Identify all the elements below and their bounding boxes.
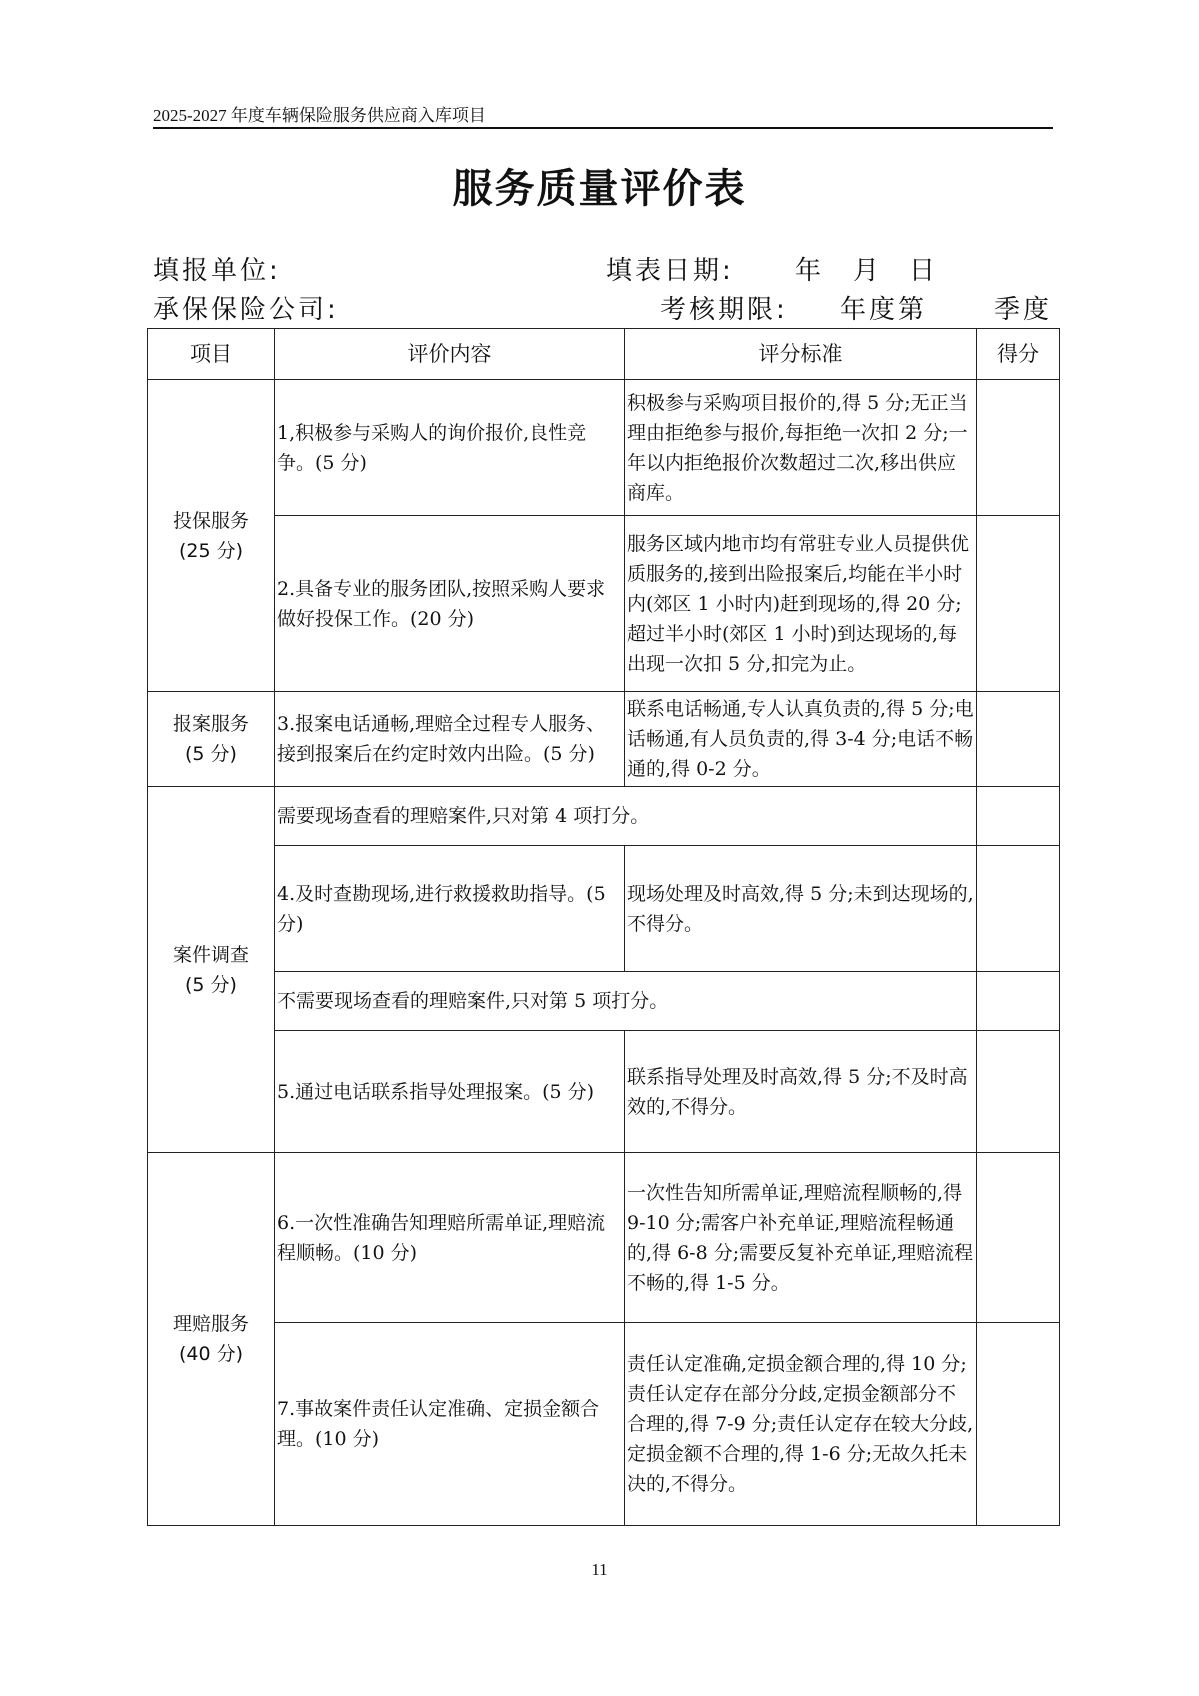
period-label: 考核期限: <box>660 295 788 325</box>
header-standard: 评分标准 <box>625 329 977 380</box>
date-year: 年 <box>795 256 825 286</box>
date-day: 日 <box>909 256 939 286</box>
period-quarter: 季度 <box>994 295 1053 325</box>
content-cell: 4.及时查勘现场,进行救援救助指导。(5 分) <box>275 846 625 972</box>
evaluation-table <box>147 328 1060 1526</box>
table-row <box>148 1323 1060 1526</box>
header-project: 项目 <box>148 329 275 380</box>
content-cell: 3.报案电话通畅,理赔全过程专人服务、接到报案后在约定时效内出险。(5 分) <box>275 692 625 787</box>
date-month: 月 <box>853 256 883 286</box>
table-row <box>148 1153 1060 1323</box>
header-rule <box>153 127 1053 129</box>
section-name: 投保服务 <box>172 509 249 532</box>
score-cell[interactable] <box>977 1153 1060 1323</box>
section-case-investigation <box>148 787 275 1153</box>
standard-cell: 现场处理及时高效,得 5 分;未到达现场的,不得分。 <box>625 846 977 972</box>
section-claims-service <box>148 1153 275 1526</box>
content-cell: 5.通过电话联系指导处理报案。(5 分) <box>275 1031 625 1153</box>
standard-cell: 联系指导处理及时高效,得 5 分;不及时高效的,不得分。 <box>625 1031 977 1153</box>
score-cell[interactable] <box>977 787 1060 846</box>
standard-cell: 责任认定准确,定损金额合理的,得 10 分;责任认定存在部分分歧,定损金额部分不合理的,得 7-9 分;责任认定存在较大分歧,定损金额不合理的,得 1-6 分;无故久托未决的,不得分。 <box>625 1323 977 1526</box>
standard-cell: 积极参与采购项目报价的,得 5 分;无正当理由拒绝参与报价,每拒绝一次扣 2 分;一年以内拒绝报价次数超过二次,移出供应商库。 <box>625 380 977 516</box>
note-cell: 需要现场查看的理赔案件,只对第 4 项打分。 <box>275 787 977 846</box>
standard-cell: 服务区域内地市均有常驻专业人员提供优质服务的,接到出险报案后,均能在半小时内(郊区 1 小时内)赶到现场的,得 20 分;超过半小时(郊区 1 小时)到达现场的,每出现一次扣 5 分,扣完为止。 <box>625 516 977 692</box>
content-cell: 2.具备专业的服务团队,按照采购人要求做好投保工作。(20 分) <box>275 516 625 692</box>
page-title: 服务质量评价表 <box>452 165 747 212</box>
content-cell: 7.事故案件责任认定准确、定损金额合理。(10 分) <box>275 1323 625 1526</box>
section-report-service <box>148 692 275 787</box>
section-name: 理赔服务 <box>172 1313 249 1335</box>
section-points: (5 分) <box>185 743 237 765</box>
page-number: 11 <box>591 1560 608 1579</box>
insurer-label: 承保保险公司: <box>153 295 339 325</box>
period-year-quarter: 年度第 <box>840 295 928 325</box>
table-row <box>148 972 1060 1031</box>
score-cell[interactable] <box>977 846 1060 972</box>
section-name: 案件调查 <box>172 943 249 966</box>
section-points: (25 分) <box>178 539 244 562</box>
table-header-row <box>148 329 1060 380</box>
score-cell[interactable] <box>977 1031 1060 1153</box>
section-points: (40 分) <box>178 1343 244 1365</box>
section-insure-service <box>148 380 275 692</box>
fill-date-label: 填表日期: <box>606 256 734 286</box>
content-cell: 6.一次性准确告知理赔所需单证,理赔流程顺畅。(10 分) <box>275 1153 625 1323</box>
section-points: (5 分) <box>185 973 237 996</box>
content-cell: 1,积极参与采购人的询价报价,良性竞争。(5 分) <box>275 380 625 516</box>
table-row <box>148 1031 1060 1153</box>
score-cell[interactable] <box>977 972 1060 1031</box>
score-cell[interactable] <box>977 1323 1060 1526</box>
table-row <box>148 516 1060 692</box>
standard-cell: 一次性告知所需单证,理赔流程顺畅的,得 9-10 分;需客户补充单证,理赔流程畅通的,得 6-8 分;需要反复补充单证,理赔流程不畅的,得 1-5 分。 <box>625 1153 977 1323</box>
table-row <box>148 787 1060 846</box>
score-cell[interactable] <box>977 380 1060 516</box>
table-row <box>148 692 1060 787</box>
note-cell: 不需要现场查看的理赔案件,只对第 5 项打分。 <box>275 972 977 1031</box>
score-cell[interactable] <box>977 516 1060 692</box>
table-row <box>148 380 1060 516</box>
score-cell[interactable] <box>977 692 1060 787</box>
standard-cell: 联系电话畅通,专人认真负责的,得 5 分;电话畅通,有人员负责的,得 3-4 分;电话不畅通的,得 0-2 分。 <box>625 692 977 787</box>
running-header: 2025-2027 年度车辆保险服务供应商入库项目 <box>153 106 486 125</box>
fill-unit-label: 填报单位: <box>153 256 281 286</box>
table-row <box>148 846 1060 972</box>
section-name: 报案服务 <box>172 713 249 735</box>
header-content: 评价内容 <box>275 329 625 380</box>
header-score: 得分 <box>977 329 1060 380</box>
